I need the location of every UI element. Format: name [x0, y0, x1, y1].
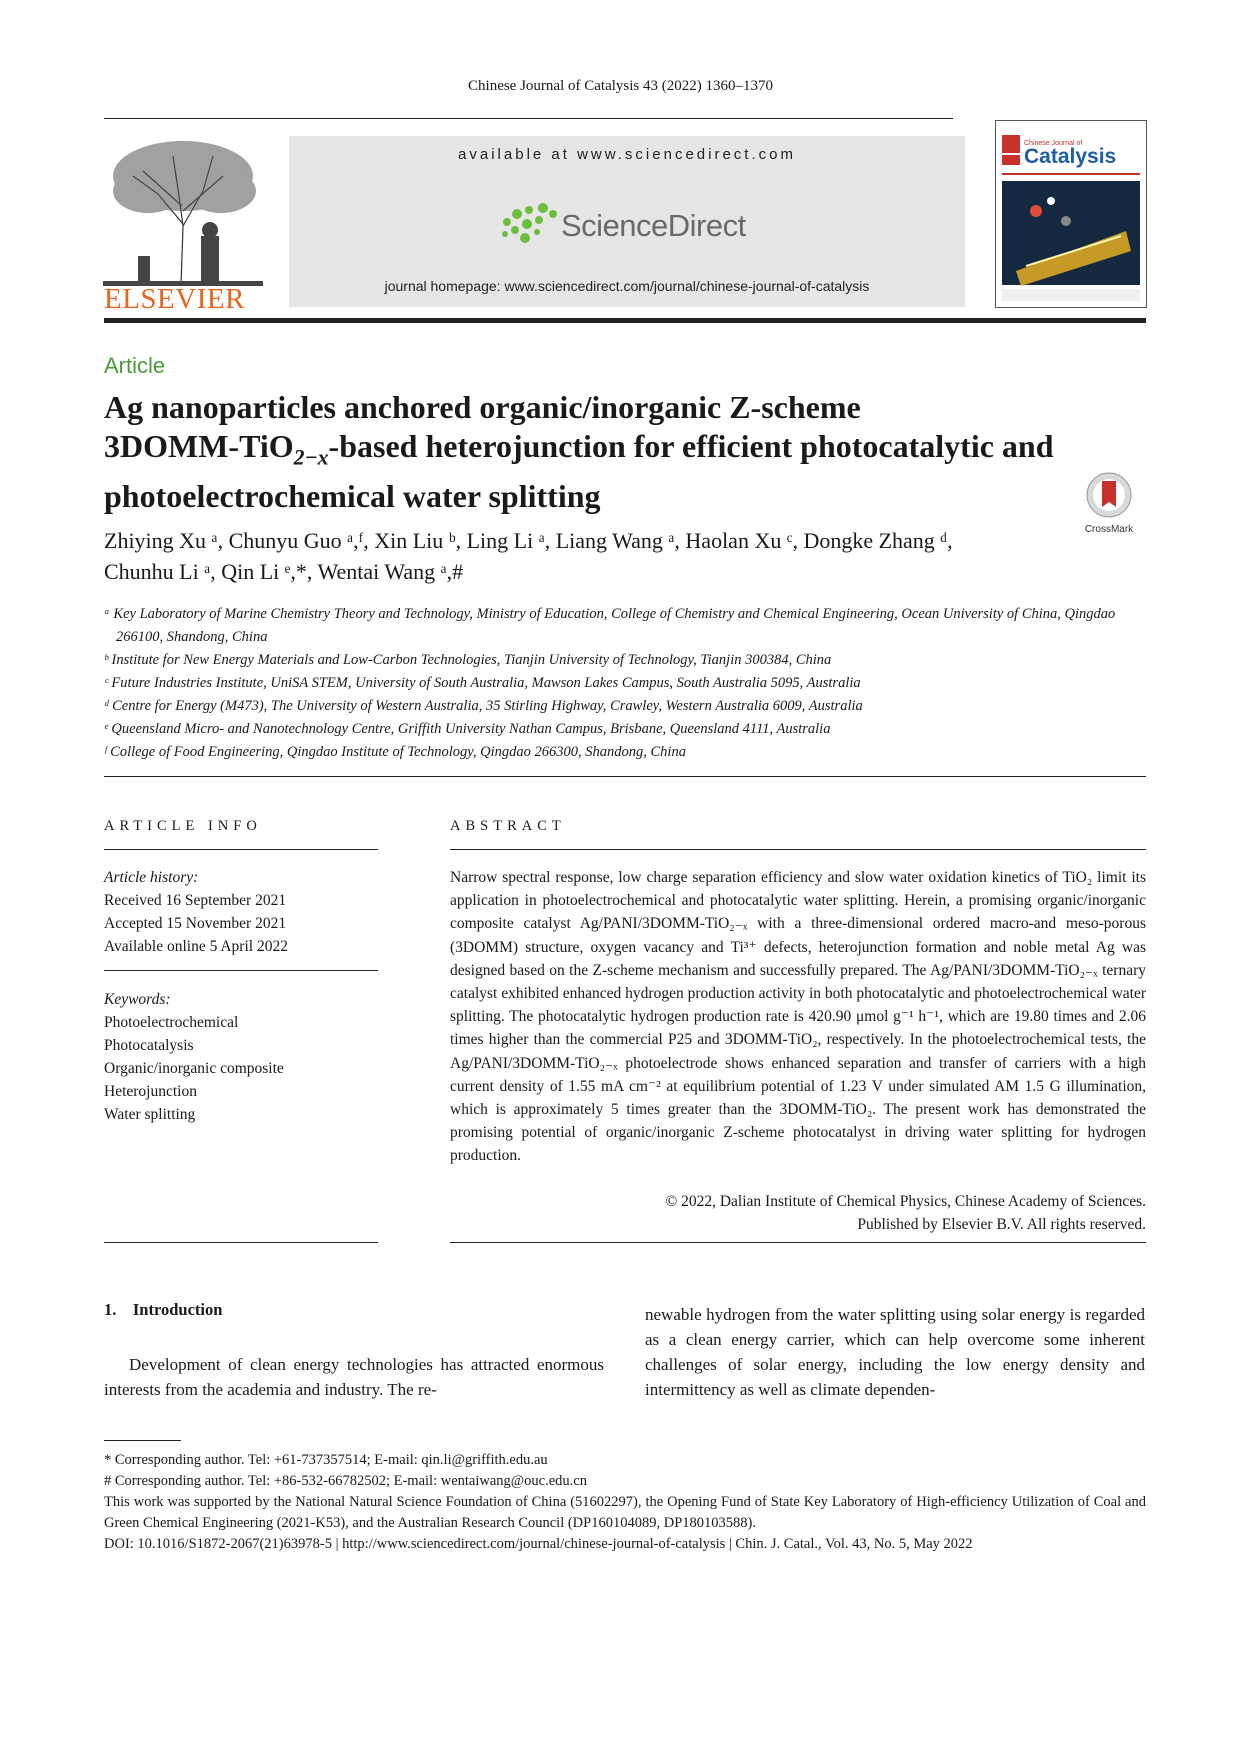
introduction-column-1: Development of clean energy technologies has attracted enormous interests from the academia and industry. The re- [104, 1355, 604, 1399]
footnotes [104, 1450, 1146, 1555]
affiliation-item: ᵇ Institute for New Energy Materials and Low-Carbon Technologies, Tianjin University of Technology, Tianjin 300384, China [104, 652, 832, 668]
title-line-1: Ag nanoparticles anchored organic/inorganic Z-scheme [104, 389, 861, 425]
title-line-3: photoelectrochemical water splitting [104, 478, 601, 515]
copyright-line-2: Published by Elsevier B.V. All rights reserved. [857, 1216, 1146, 1233]
received-date: Received 16 September 2021 [104, 892, 287, 909]
title-line-2: 3DOMM-TiO$_{2-x}$-based heterojunction for efficient photocatalytic and [104, 428, 1054, 470]
affiliation-item: ᵈ Centre for Energy (M473), The University of Western Australia, 35 Stirling Highway, Crawley, Western Australia 6009, Australia [104, 698, 863, 714]
keyword-list [104, 988, 284, 1126]
affiliation-item: ᵉ Queensland Micro- and Nanotechnology Centre, Griffith University Nathan Campus, Brisbane, Queensland 4111, Australia [104, 721, 831, 737]
elsevier-tree-logo [103, 136, 263, 306]
keyword-item[interactable]: Heterojunction [104, 1083, 197, 1100]
article-type-label: Article [104, 353, 166, 378]
journal-reference: Chinese Journal of Catalysis 43 (2022) 1360–1370 [468, 78, 773, 94]
introduction-column-2: newable hydrogen from the water splitting using solar energy is regarded as a clean energy carrier, which can help overcome some inherent challenges of solar energy, including the low energy density and intermittency as well as climate dependen- [645, 1305, 1145, 1399]
article-title [104, 388, 1154, 516]
keyword-item[interactable]: Water splitting [104, 1106, 196, 1123]
keywords-label: Keywords: [104, 991, 171, 1008]
header-rule-top [104, 118, 953, 119]
footnote-rule [104, 1440, 181, 1441]
online-date: Available online 5 April 2022 [104, 938, 288, 955]
article-history [104, 866, 288, 958]
abstract-rule-top [450, 849, 1146, 850]
info-rule-1 [104, 849, 378, 850]
funding-statement: This work was supported by the National Natural Science Foundation of China (51602297), the Opening Fund of State Key Laboratory of High-efficiency Utilization of Coal and Green Chemical Engineering (2021-K53), and the Australian Research Council (DP160104089, DP180103588). [104, 1494, 1146, 1531]
abstract-text: Narrow spectral response, low charge separation efficiency and slow water oxidation kinetics of TiO₂ limit its application in photoelectrochemical and photocatalytic water splitting. Herein, a promising organic/inorganic composite catalyst Ag/PANI/3DOMM-TiO₂₋ₓ with a three-dimensional ordered macro-and meso-porous (3DOMM) structure, oxygen vacancy and Ti³⁺ defects, heterojunction formation and noble metal Ag was designed based on the Z-scheme mechanism and successfully prepared. The Ag/PANI/3DOMM-TiO₂₋ₓ ternary catalyst exhibited enhanced hydrogen production activity in both photocatalytic and photoelectrochemical water splitting. The photocatalytic hydrogen production rate is 420.90 μmol g⁻¹ h⁻¹, which are 19.80 times and 2.06 times higher than the commercial P25 and 3DOMM-TiO₂, respectively. In the photoelectrochemical tests, the Ag/PANI/3DOMM-TiO₂₋ₓ photoelectrode shows enhanced separation and transfer of carriers with a high current density of 1.55 mA cm⁻² at equilibrium potential of 1.23 V under simulated AM 1.5 G illumination, which is approximately 5 times greater than the 3DOMM-TiO₂. The present work has demonstrated the promising potential of organic/inorganic Z-scheme photocatalyst in driving water splitting for hydrogen production. [450, 869, 1146, 1165]
article-info-heading: ARTICLE INFO [104, 818, 262, 834]
keyword-item[interactable]: Organic/inorganic composite [104, 1060, 284, 1077]
keyword-item[interactable]: Photoelectrochemical [104, 1014, 239, 1031]
header-rule-thick [104, 318, 1146, 323]
cover-title: Catalysis [1024, 145, 1117, 168]
corresponding-author-1: * Corresponding author. Tel: +61-737357514; E-mail: qin.li@griffith.edu.au [104, 1452, 548, 1468]
affiliation-item: ᶜ Future Industries Institute, UniSA STEM, University of South Australia, Mawson Lakes Campus, South Australia 5095, Australia [104, 675, 861, 691]
affiliation-item: ᶠ College of Food Engineering, Qingdao Institute of Technology, Qingdao 266300, Shandong, China [104, 744, 686, 760]
info-rule-2 [104, 970, 378, 971]
abstract-heading: ABSTRACT [450, 818, 566, 834]
copyright-line-1: © 2022, Dalian Institute of Chemical Physics, Chinese Academy of Sciences. [665, 1193, 1146, 1210]
sciencedirect-wordmark: ScienceDirect [561, 208, 746, 243]
affiliation-item: ᵃ Key Laboratory of Marine Chemistry Theory and Technology, Ministry of Education, College of Chemistry and Chemical Engineering, Ocean University of China, Qingdao 266100, Shandong, China [104, 606, 1116, 645]
history-label: Article history: [104, 869, 199, 886]
introduction-heading: 1. Introduction [104, 1300, 223, 1319]
keyword-item[interactable]: Photocatalysis [104, 1037, 194, 1054]
authors-line-1: Zhiying Xu ᵃ, Chunyu Guo ᵃ,ᶠ, Xin Liu ᵇ, Ling Li ᵃ, Liang Wang ᵃ, Haolan Xu ᶜ, Dongke Zhang ᵈ, [104, 528, 953, 553]
corresponding-author-2: # Corresponding author. Tel: +86-532-66782502; E-mail: wentaiwang@ouc.edu.cn [104, 1473, 587, 1489]
abstract-rule-bottom [450, 1242, 1146, 1243]
accepted-date: Accepted 15 November 2021 [104, 915, 287, 932]
copyright-notice [450, 1190, 1146, 1236]
doi-line[interactable]: DOI: 10.1016/S1872-2067(21)63978-5 | http://www.sciencedirect.com/journal/chinese-journal-of-catalysis | Chin. J. Catal., Vol. 43, No. 5, May 2022 [104, 1536, 973, 1552]
affiliation-list [104, 603, 1144, 764]
authors-line-2: Chunhu Li ᵃ, Qin Li ᵉ,*, Wentai Wang ᵃ,# [104, 559, 464, 584]
sciencedirect-banner[interactable] [289, 136, 965, 307]
author-list [104, 525, 1144, 587]
sciencedirect-dots-icon [499, 200, 559, 249]
affiliations-rule [104, 776, 1146, 777]
banner-available-text: available at www.sciencedirect.com [458, 146, 796, 163]
journal-homepage-link[interactable]: journal homepage: www.sciencedirect.com/journal/chinese-journal-of-catalysis [384, 278, 870, 294]
crossmark-icon [1085, 471, 1133, 519]
elsevier-wordmark: ELSEVIER [104, 283, 245, 315]
cover-supertitle: Chinese Journal of [1024, 140, 1083, 147]
info-rule-3 [104, 1242, 378, 1243]
crossmark-label: CrossMark [1084, 524, 1134, 535]
journal-cover-thumbnail[interactable] [995, 120, 1147, 308]
